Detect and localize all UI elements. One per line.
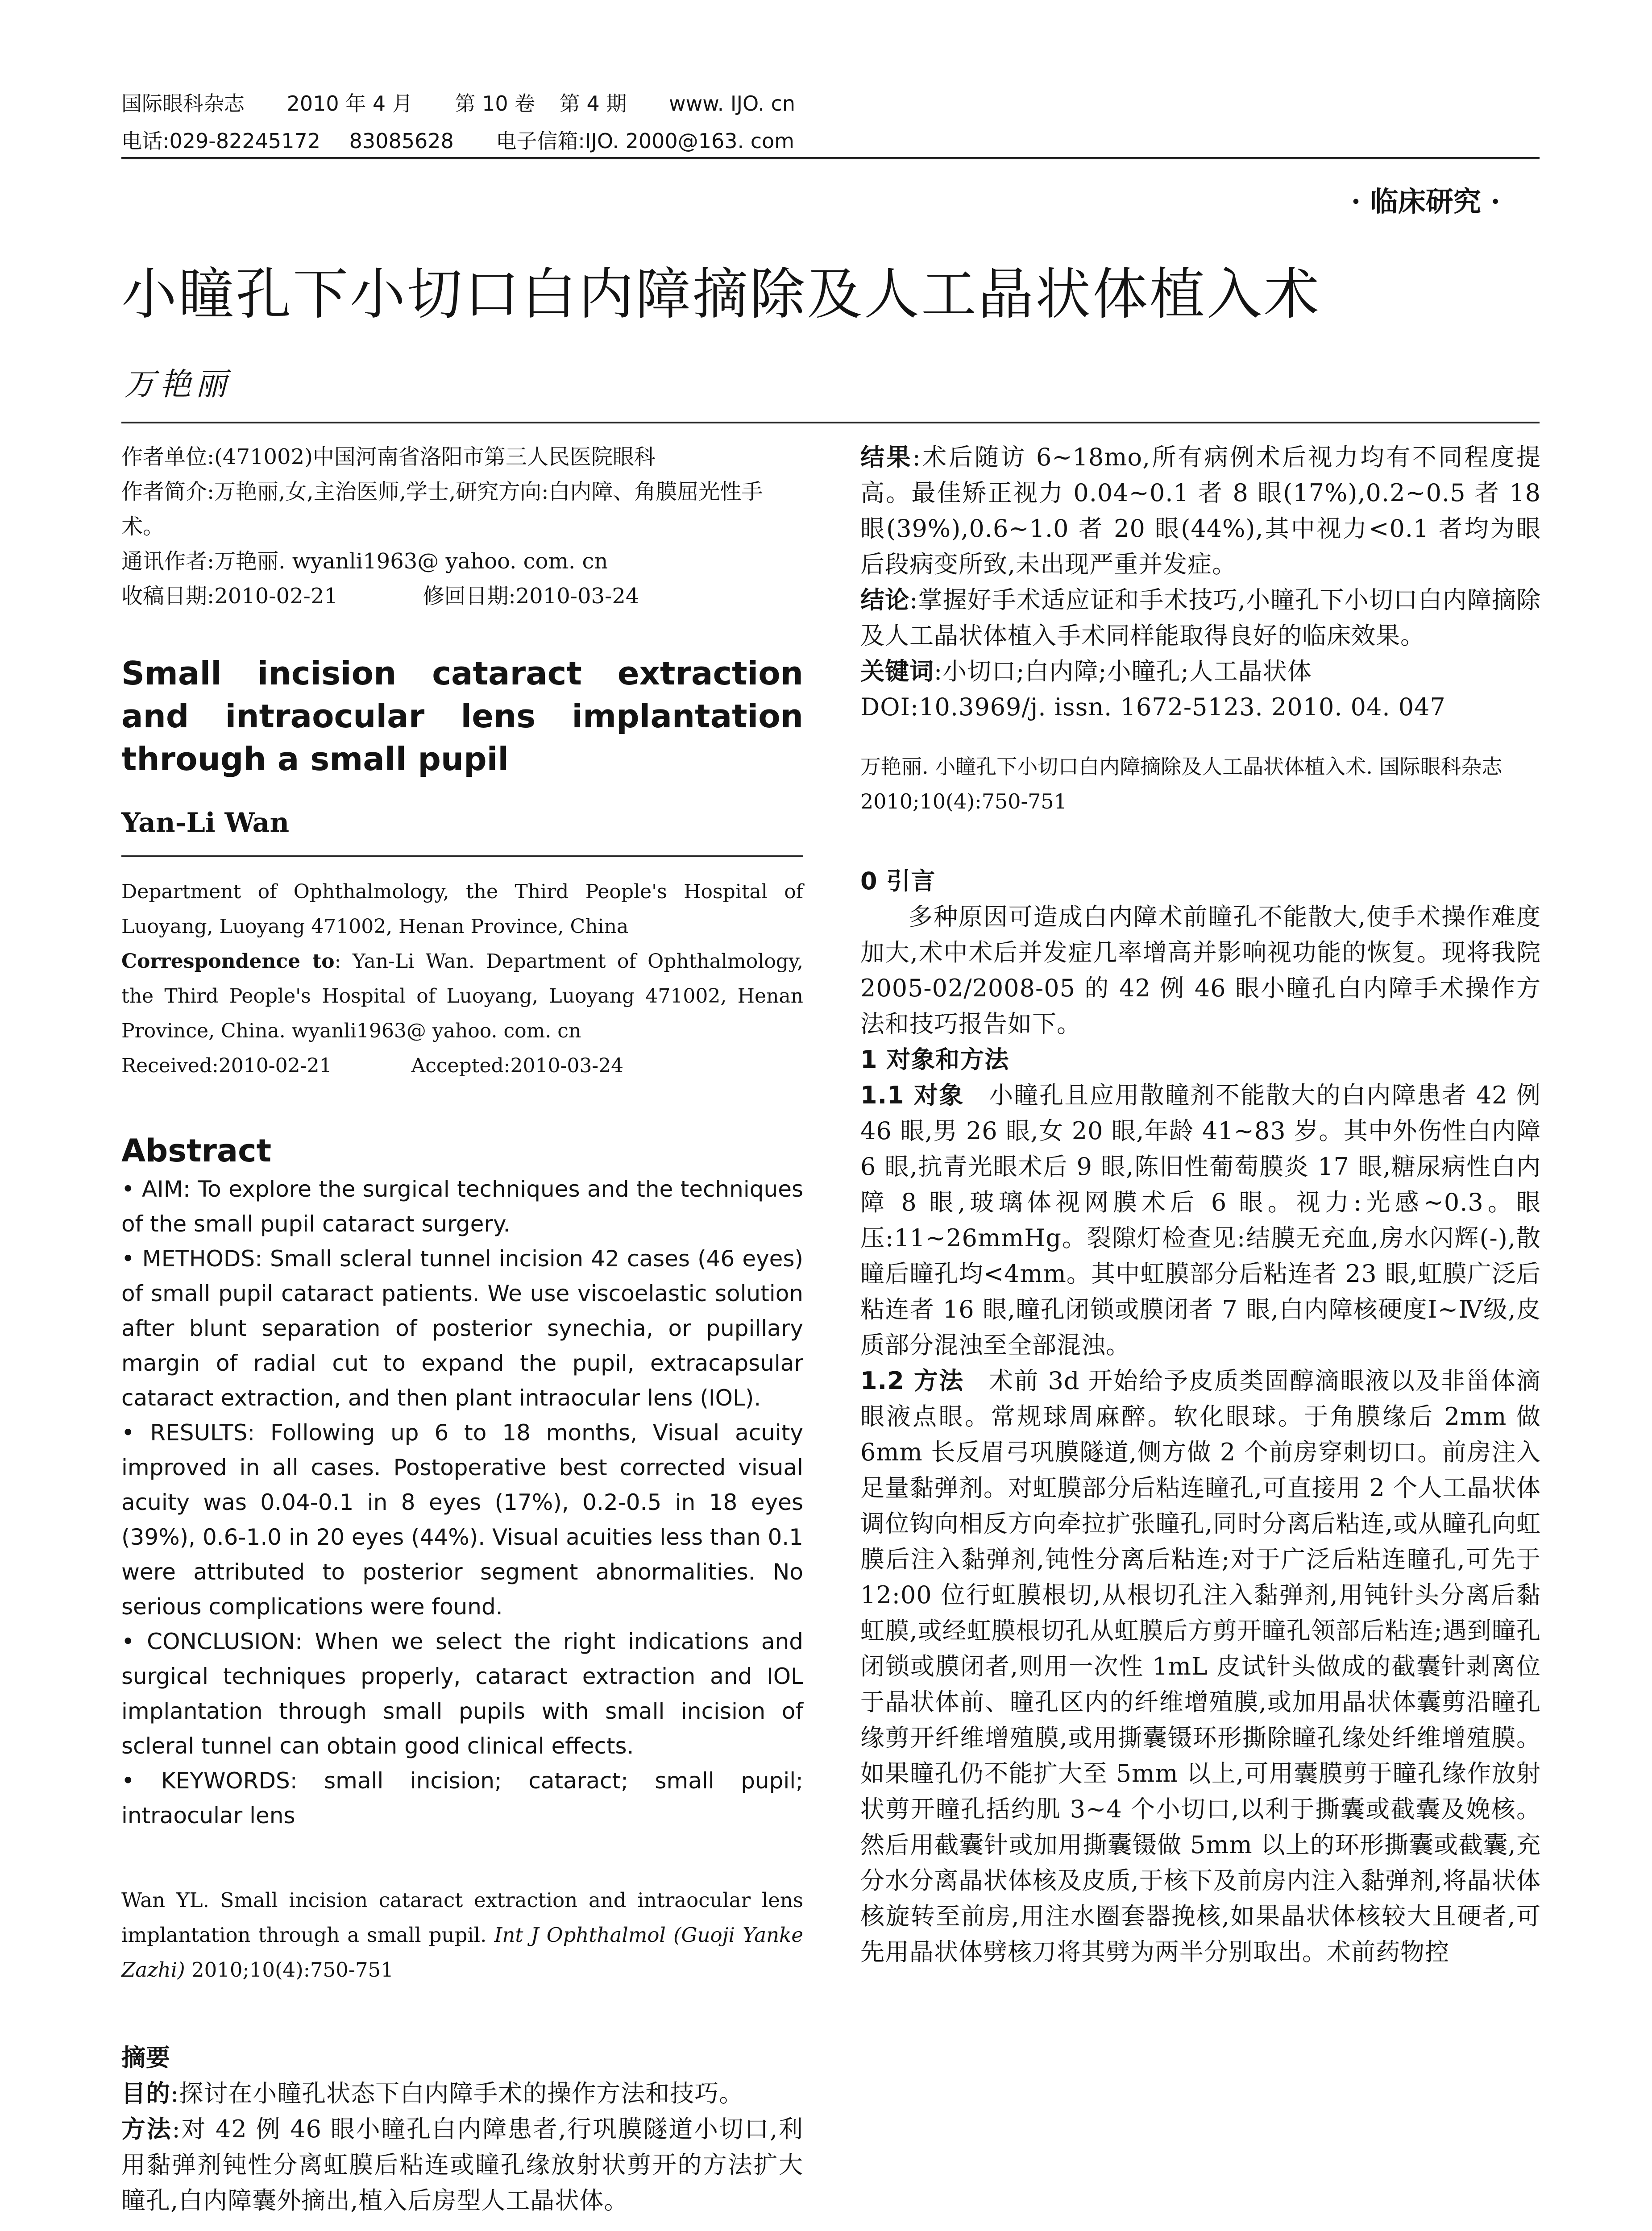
affiliation-block-en	[121, 875, 803, 1083]
left-column	[121, 440, 803, 2219]
abstract-en	[121, 1172, 803, 1833]
accepted-date-en: Accepted:2010-03-24	[411, 1054, 624, 1077]
methods-label: 1.2 方法	[860, 1367, 964, 1395]
abstract-conclusion-en: • CONCLUSION: When we select the right indications and surgical techniques properly, cataract extraction and IOL implantation through small pupils with small incision of scleral tunnel can obtain good clinical effects.	[121, 1629, 803, 1759]
issue-date: 2010 年 4 月	[286, 91, 413, 116]
article-body	[860, 863, 1541, 1970]
article-title-en: Small incision cataract extraction and intraocular lens implantation through a small pupil	[121, 655, 803, 778]
received-date-cn: 收稿日期:2010-02-21	[121, 584, 338, 609]
correspondence-en	[121, 944, 803, 1049]
citation-en	[121, 1883, 803, 1987]
results-label-cn: 结果	[860, 443, 913, 471]
title-rule	[121, 422, 1540, 423]
abstract-heading-cn: 摘要	[121, 2044, 170, 2072]
dates-en	[121, 1049, 803, 1083]
phone-2: 83085628	[349, 129, 454, 153]
author-info	[121, 440, 803, 614]
abstract-aim-en: • AIM: To explore the surgical techniques and the techniques of the small pupil cataract surgery.	[121, 1176, 803, 1237]
abstract-cn-continued	[860, 440, 1541, 725]
abstract-methods-cn	[121, 2111, 803, 2219]
doi: DOI:10.3969/j. issn. 1672-5123. 2010. 04. 047	[860, 693, 1446, 721]
intro-heading: 0 引言	[860, 867, 936, 895]
conclusion-text-cn: :掌握好手术适应证和手术技巧,小瞳孔下小切口白内障摘除及人工晶状体植入手术同样能取得良好的临床效果。	[860, 586, 1541, 650]
subjects-paragraph	[860, 1078, 1541, 1363]
affiliation-en: Department of Ophthalmology, the Third People's Hospital of Luoyang, Luoyang 471002, Henan Province, China	[121, 880, 803, 938]
conclusion-label-cn: 结论	[860, 586, 910, 614]
aim-text-cn: :探讨在小瞳孔状态下白内障手术的操作方法和技巧。	[170, 2079, 744, 2107]
correspondence-label: Correspondence to	[121, 950, 335, 973]
issue-number: 第 4 期	[559, 91, 627, 116]
keywords-label-cn: 关键词	[860, 657, 934, 685]
abstract-keywords-cn	[860, 654, 1541, 689]
abstract-methods-en: • METHODS: Small scleral tunnel incision 42 cases (46 eyes) of small pupil cataract patients. We use viscoelastic solution after blunt separation of posterior synechia, or pupillary margin of radial cut to expand the pupil, extracapsular cataract extraction, and then plant intraocular lens (IOL).	[121, 1246, 803, 1411]
intro-paragraph: 多种原因可造成白内障术前瞳孔不能散大,使手术操作难度加大,术中术后并发症几率增高并影响视功能的恢复。现将我院 2005-02/2008-05 的 42 例 46 眼小瞳孔白内障手术操作方法和技巧报告如下。	[860, 903, 1541, 1038]
subjects-text: 小瞳孔且应用散瞳剂不能散大的白内障患者 42 例 46 眼,男 26 眼,女 20 眼,年龄 41~83 岁。其中外伤性白内障 6 眼,抗青光眼术后 9 眼,陈旧性葡萄膜炎 17 眼,糖尿病性白内障 8 眼,玻璃体视网膜术后 6 眼。视力:光感~0.3。眼压:11~26mmHg。裂隙灯检查见:结膜无充血,房水闪辉(-),散瞳后瞳孔均<4mm。其中虹膜部分后粘连者 23 眼,虹膜广泛后粘连者 16 眼,瞳孔闭锁或膜闭者 7 眼,白内障核硬度Ⅰ~Ⅳ级,皮质部分混浊至全部混浊。	[860, 1081, 1541, 1359]
abstract-heading-en: Abstract	[121, 1132, 272, 1169]
email: 电子信箱:IJO. 2000@163. com	[496, 129, 794, 153]
methods-paragraph	[860, 1363, 1541, 1970]
journal-website: www. IJO. cn	[669, 91, 796, 116]
phone: 电话:029-82245172	[121, 129, 321, 153]
abstract-results-cn	[860, 440, 1541, 582]
author-name-en: Yan-Li Wan	[121, 807, 290, 838]
header-rule	[121, 157, 1540, 159]
abstract-results-en: • RESULTS: Following up 6 to 18 months, Visual acuity improved in all cases. Postoperative best corrected visual acuity was 0.04-0.1 in 8 eyes (17%), 0.2-0.5 in 18 eyes (39%), 0.6-1.0 in 20 eyes (44%). Visual acuities less than 0.1 were attributed to posterior segment abnormalities. No serious complications were found.	[121, 1420, 803, 1620]
affiliation-cn: 作者单位:(471002)中国河南省洛阳市第三人民医院眼科	[121, 444, 656, 469]
abstract-keywords-en: • KEYWORDS: small incision; cataract; small pupil; intraocular lens	[121, 1768, 803, 1829]
citation-cn: 万艳丽. 小瞳孔下小切口白内障摘除及人工晶状体植入术. 国际眼科杂志 2010;10(4):750-751	[860, 755, 1503, 813]
section-label: · 临床研究 ·	[1351, 185, 1500, 218]
methods-text: 术前 3d 开始给予皮质类固醇滴眼液以及非甾体滴眼液点眼。常规球周麻醉。软化眼球。于角膜缘后 2mm 做 6mm 长反眉弓巩膜隧道,侧方做 2 个前房穿刺切口。前房注入足量黏弹剂。对虹膜部分后粘连瞳孔,可直接用 2 个人工晶状体调位钩向相反方向牵拉扩张瞳孔,同时分离后粘连,或从瞳孔向虹膜后注入黏弹剂,钝性分离后粘连;对于广泛后粘连瞳孔,可先于 12:00 位行虹膜根切,从根切孔注入黏弹剂,用钝针头分离后黏虹膜,或经虹膜根切孔从虹膜后方剪开瞳孔领部后粘连;遇到瞳孔闭锁或膜闭者,则用一次性 1mL 皮试针头做成的截囊针剥离位于晶状体前、瞳孔区内的纤维增殖膜,或加用晶状体囊剪沿瞳孔缘剪开纤维增殖膜,或用撕囊镊环形撕除瞳孔缘处纤维增殖膜。如果瞳孔仍不能扩大至 5mm 以上,可用囊膜剪于瞳孔缘作放射状剪开瞳孔括约肌 3~4 个小切口,以利于撕囊或截囊及娩核。然后用截囊针或加用撕囊镊做 5mm 以上的环形撕囊或截囊,充分水分离晶状体核及皮质,于核下及前房内注入黏弹剂,将晶状体核旋转至前房,用注水圈套器挽核,如果晶状体核较大且硬者,可先用晶状体劈核刀将其劈为两半分别取出。术前药物控	[860, 1367, 1541, 1966]
subjects-label: 1.1 对象	[860, 1081, 964, 1109]
dates-cn	[121, 579, 803, 614]
abstract-cn	[121, 2040, 803, 2219]
citation-en-journal: Int J Ophthalmol (Guoji Yanke Zazhi)	[121, 1923, 803, 1982]
methods-heading: 1 对象和方法	[860, 1045, 1009, 1074]
correspondence-text-en: : Yan-Li Wan. Department of Ophthalmology, the Third People's Hospital of Luoyang, Luoyang 471002, Henan Province, China. wyanli1963@ yahoo. com. cn	[121, 950, 803, 1042]
running-header-line1	[121, 87, 831, 117]
methods-text-cn: :对 42 例 46 眼小瞳孔白内障患者,行巩膜隧道小切口,利用黏弹剂钝性分离虹膜后粘连或瞳孔缘放射状剪开的方法扩大瞳孔,白内障囊外摘出,植入后房型人工晶状体。	[121, 2115, 804, 2214]
article-title-cn: 小瞳孔下小切口白内障摘除及人工晶状体植入术	[121, 262, 1321, 327]
correspondence-cn: 通讯作者:万艳丽. wyanli1963@ yahoo. com. cn	[121, 549, 608, 574]
author-rule-en	[121, 855, 803, 857]
volume: 第 10 卷	[455, 91, 535, 116]
citation-en-volume: 2010;10(4):750-751	[185, 1958, 394, 1982]
author-name-cn: 万艳丽	[124, 366, 231, 402]
received-date-en: Received:2010-02-21	[121, 1054, 332, 1077]
aim-label-cn: 目的	[121, 2079, 170, 2107]
abstract-aim-cn	[121, 2076, 803, 2111]
abstract-conclusion-cn	[860, 582, 1541, 654]
revised-date-cn: 修回日期:2010-03-24	[423, 584, 639, 609]
right-column	[860, 440, 1541, 1970]
results-text-cn: :术后随访 6~18mo,所有病例术后视力均有不同程度提高。最佳矫正视力 0.04~0.1 者 8 眼(17%),0.2~0.5 者 18 眼(39%),0.6~1.0 者 20 眼(44%),其中视力<0.1 者均为眼后段病变所致,未出现严重并发症。	[860, 443, 1541, 578]
keywords-text-cn: :小切口;白内障;小瞳孔;人工晶状体	[934, 657, 1312, 685]
running-header-line2	[121, 125, 830, 154]
methods-label-cn: 方法	[121, 2115, 172, 2143]
citation-en-authors: Wan YL. Small incision cataract extraction and intraocular lens implantation through a small pupil.	[121, 1888, 803, 1947]
author-bio-cn: 作者简介:万艳丽,女,主治医师,学士,研究方向:白内障、角膜屈光性手术。	[121, 479, 763, 539]
journal-name: 国际眼科杂志	[121, 91, 245, 116]
